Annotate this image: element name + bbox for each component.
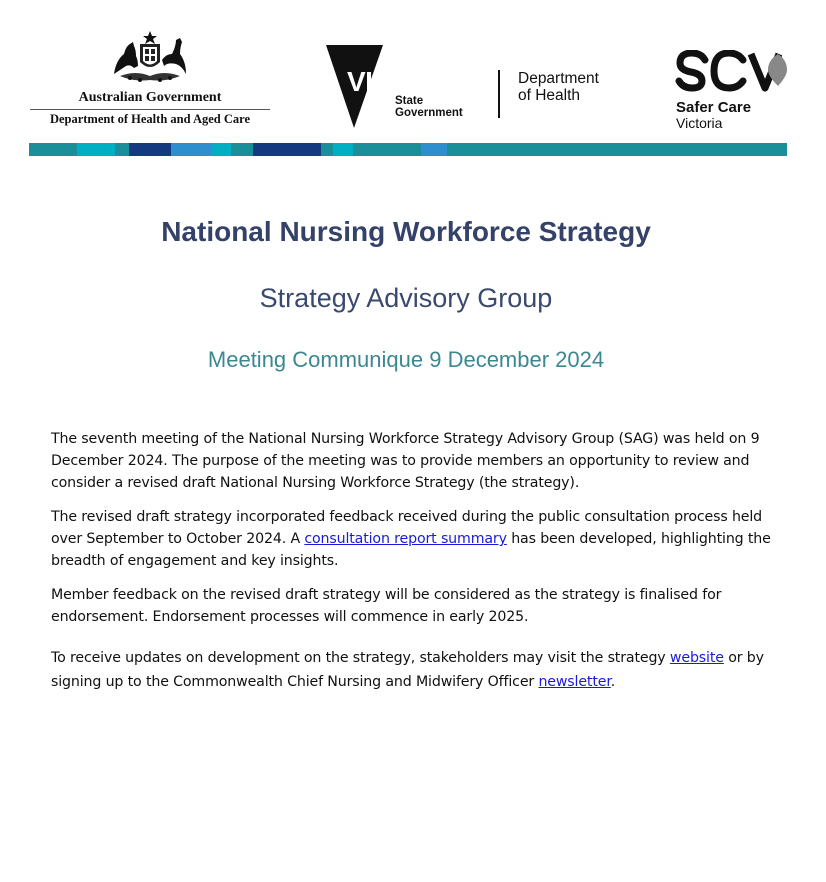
- australian-government-logo: [30, 30, 270, 128]
- p4-text-a: To receive updates on development on the strategy, stakeholders may visit the strategy: [51, 650, 670, 666]
- victoria-government-logo: [325, 44, 625, 134]
- band-segment: [353, 143, 421, 156]
- band-segment: [231, 143, 253, 156]
- band-segment: [129, 143, 171, 156]
- newsletter-link[interactable]: newsletter: [538, 674, 611, 690]
- band-segment: [115, 143, 129, 156]
- band-segment: [171, 143, 211, 156]
- commonwealth-coat-of-arms-icon: [106, 30, 194, 86]
- p4-text-b: or by signing up to the Commonwealth Chief Nursing and Midwifery Officer: [51, 650, 764, 690]
- band-segment: [321, 143, 333, 156]
- website-link[interactable]: website: [669, 650, 724, 666]
- aus-gov-divider: [30, 109, 270, 110]
- p2-text-a: The revised draft strategy incorporated feedback received during the public consultation process held over September to October 2024. A: [51, 509, 763, 547]
- p4-text-c: .: [610, 674, 616, 690]
- paragraph-1: The seventh meeting of the National Nursing Workforce Strategy Advisory Group (SAG) was held on 9 December 2024. The purpose of the meeting was to provide members an opportunity to review and consider a revised draft National Nursing Workforce Strategy (the strategy).: [51, 431, 760, 491]
- australian-government-name: Australian Government: [78, 90, 222, 105]
- band-segment: [29, 143, 77, 156]
- meeting-heading: Meeting Communique 9 December 2024: [207, 347, 605, 372]
- band-segment: [211, 143, 231, 156]
- consultation-report-summary-link[interactable]: consultation report summary: [304, 531, 507, 547]
- communique-body: [51, 428, 771, 706]
- document-subtitle: Strategy Advisory Group: [259, 283, 553, 313]
- dept-line-2: of Health: [518, 87, 581, 104]
- safer-care-label: Safer Care: [676, 99, 752, 116]
- scv-wordmark-icon: [675, 50, 791, 100]
- logo-header: [0, 0, 826, 140]
- band-segment: [333, 143, 353, 156]
- document-title: National Nursing Workforce Strategy: [161, 216, 651, 247]
- color-band: [29, 143, 787, 156]
- aus-gov-department: Department of Health and Aged Care: [49, 112, 251, 126]
- paragraph-4: [51, 646, 771, 694]
- band-segment: [421, 143, 447, 156]
- vic-logo-divider: [498, 70, 500, 118]
- vic-department-name: [518, 70, 599, 104]
- state-line: State: [395, 95, 424, 107]
- victoria-wordmark-text: VICTORIA: [347, 66, 477, 97]
- paragraph-3: Member feedback on the revised draft strategy will be considered as the strategy is finalised for endorsement. Endorsement processes will commence in early 2025.: [51, 587, 722, 625]
- victoria-label: Victoria: [676, 115, 723, 131]
- band-segment: [253, 143, 321, 156]
- victoria-state-government: [395, 95, 463, 119]
- dept-line-1: Department: [518, 70, 599, 87]
- safer-care-victoria-logo: [675, 50, 795, 135]
- p2-text-b: has been developed, highlighting the breadth of engagement and key insights.: [51, 531, 771, 569]
- government-line: Government: [395, 107, 463, 119]
- band-segment: [447, 143, 787, 156]
- victoria-wordmark: [347, 66, 476, 98]
- paragraph-2: [51, 506, 771, 572]
- band-segment: [77, 143, 115, 156]
